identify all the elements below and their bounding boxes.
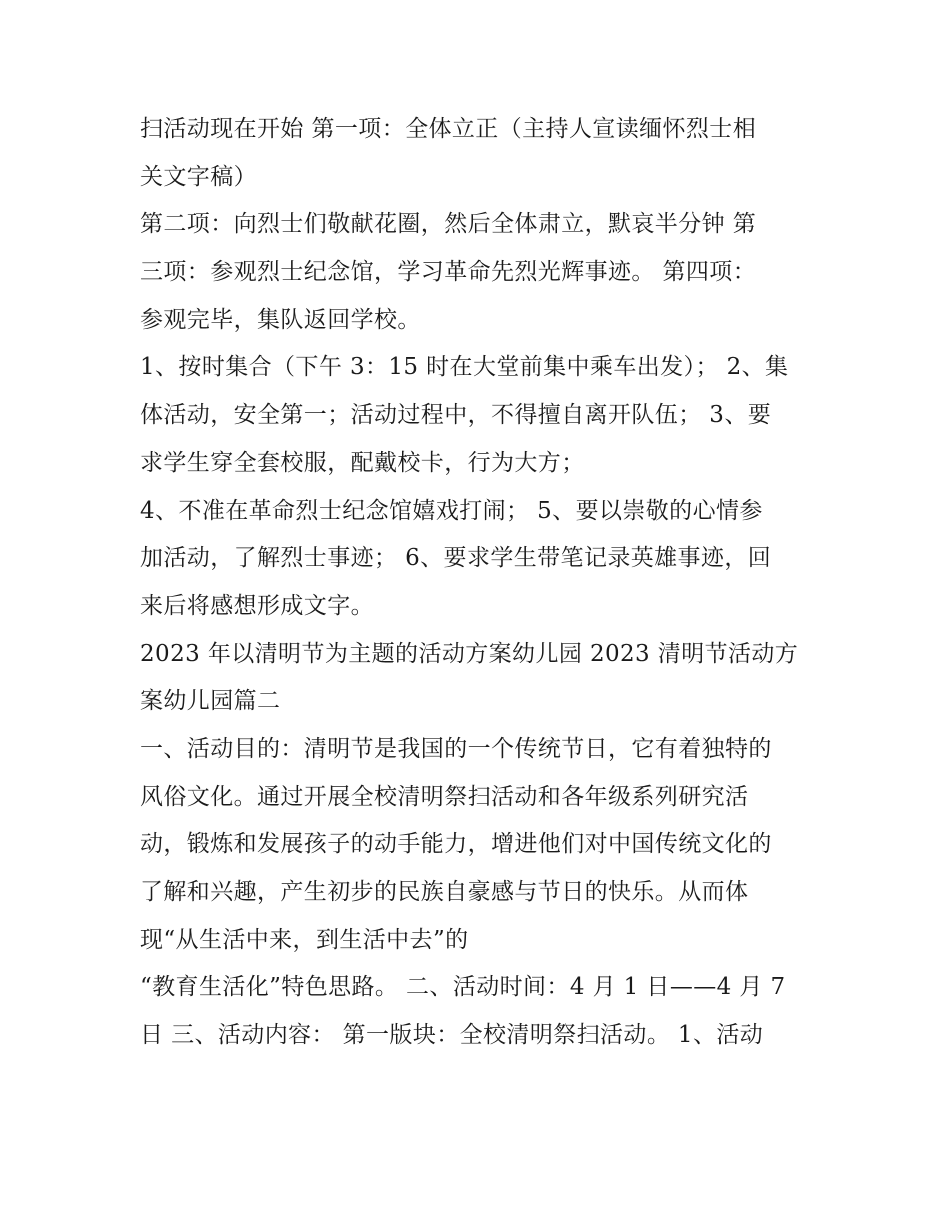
text-line: 求学生穿全套校服，配戴校卡，行为大方；: [140, 449, 585, 476]
text-line: 扫活动现在开始 第一项：全体立正（主持人宣读缅怀烈士相: [140, 116, 757, 142]
text-line: 关文字稿）: [140, 163, 257, 190]
text-line: “教育生活化”特色思路。 二、活动时间：4 月 1 日——4 月 7: [140, 974, 786, 1001]
text-line: 第二项：向烈士们敬献花圈，然后全体肃立，默哀半分钟 第: [140, 211, 757, 238]
text-line: 一、活动目的：清明节是我国的一个传统节日，它有着独特的: [140, 735, 772, 762]
text-line: 体活动，安全第一；活动过程中，不得擅自离开队伍； 3、要: [140, 402, 772, 429]
text-line: 动，锻炼和发展孩子的动手能力，增进他们对中国传统文化的: [140, 831, 772, 858]
section-heading-line: 2023 年以清明节为主题的活动方案幼儿园 2023 清明节活动方: [140, 640, 799, 667]
text-line: 现“从生活中来，到生活中去”的: [140, 926, 469, 953]
text-line: 三项：参观烈士纪念馆，学习革命先烈光辉事迹。 第四项：: [140, 259, 757, 286]
text-line: 了解和兴趣，产生初步的民族自豪感与节日的快乐。从而体: [140, 879, 749, 905]
text-line: 4、不准在革命烈士纪念馆嬉戏打闹； 5、要以崇敬的心情参: [140, 497, 763, 524]
section-heading-line: 案幼儿园篇二: [140, 688, 281, 715]
text-line: 1、按时集合（下午 3：15 时在大堂前集中乘车出发）； 2、集: [140, 354, 789, 381]
text-line: 参观完毕，集队返回学校。: [140, 306, 421, 333]
text-line: 来后将感想形成文字。: [140, 592, 374, 619]
text-line: 加活动，了解烈士事迹； 6、要求学生带笔记录英雄事迹，回: [140, 545, 772, 572]
text-line: 日 三、活动内容： 第一版块：全校清明祭扫活动。 1、活动: [140, 1022, 764, 1049]
document-body: [140, 106, 820, 1060]
text-line: 风俗文化。通过开展全校清明祭扫活动和各年级系列研究活: [140, 783, 749, 810]
